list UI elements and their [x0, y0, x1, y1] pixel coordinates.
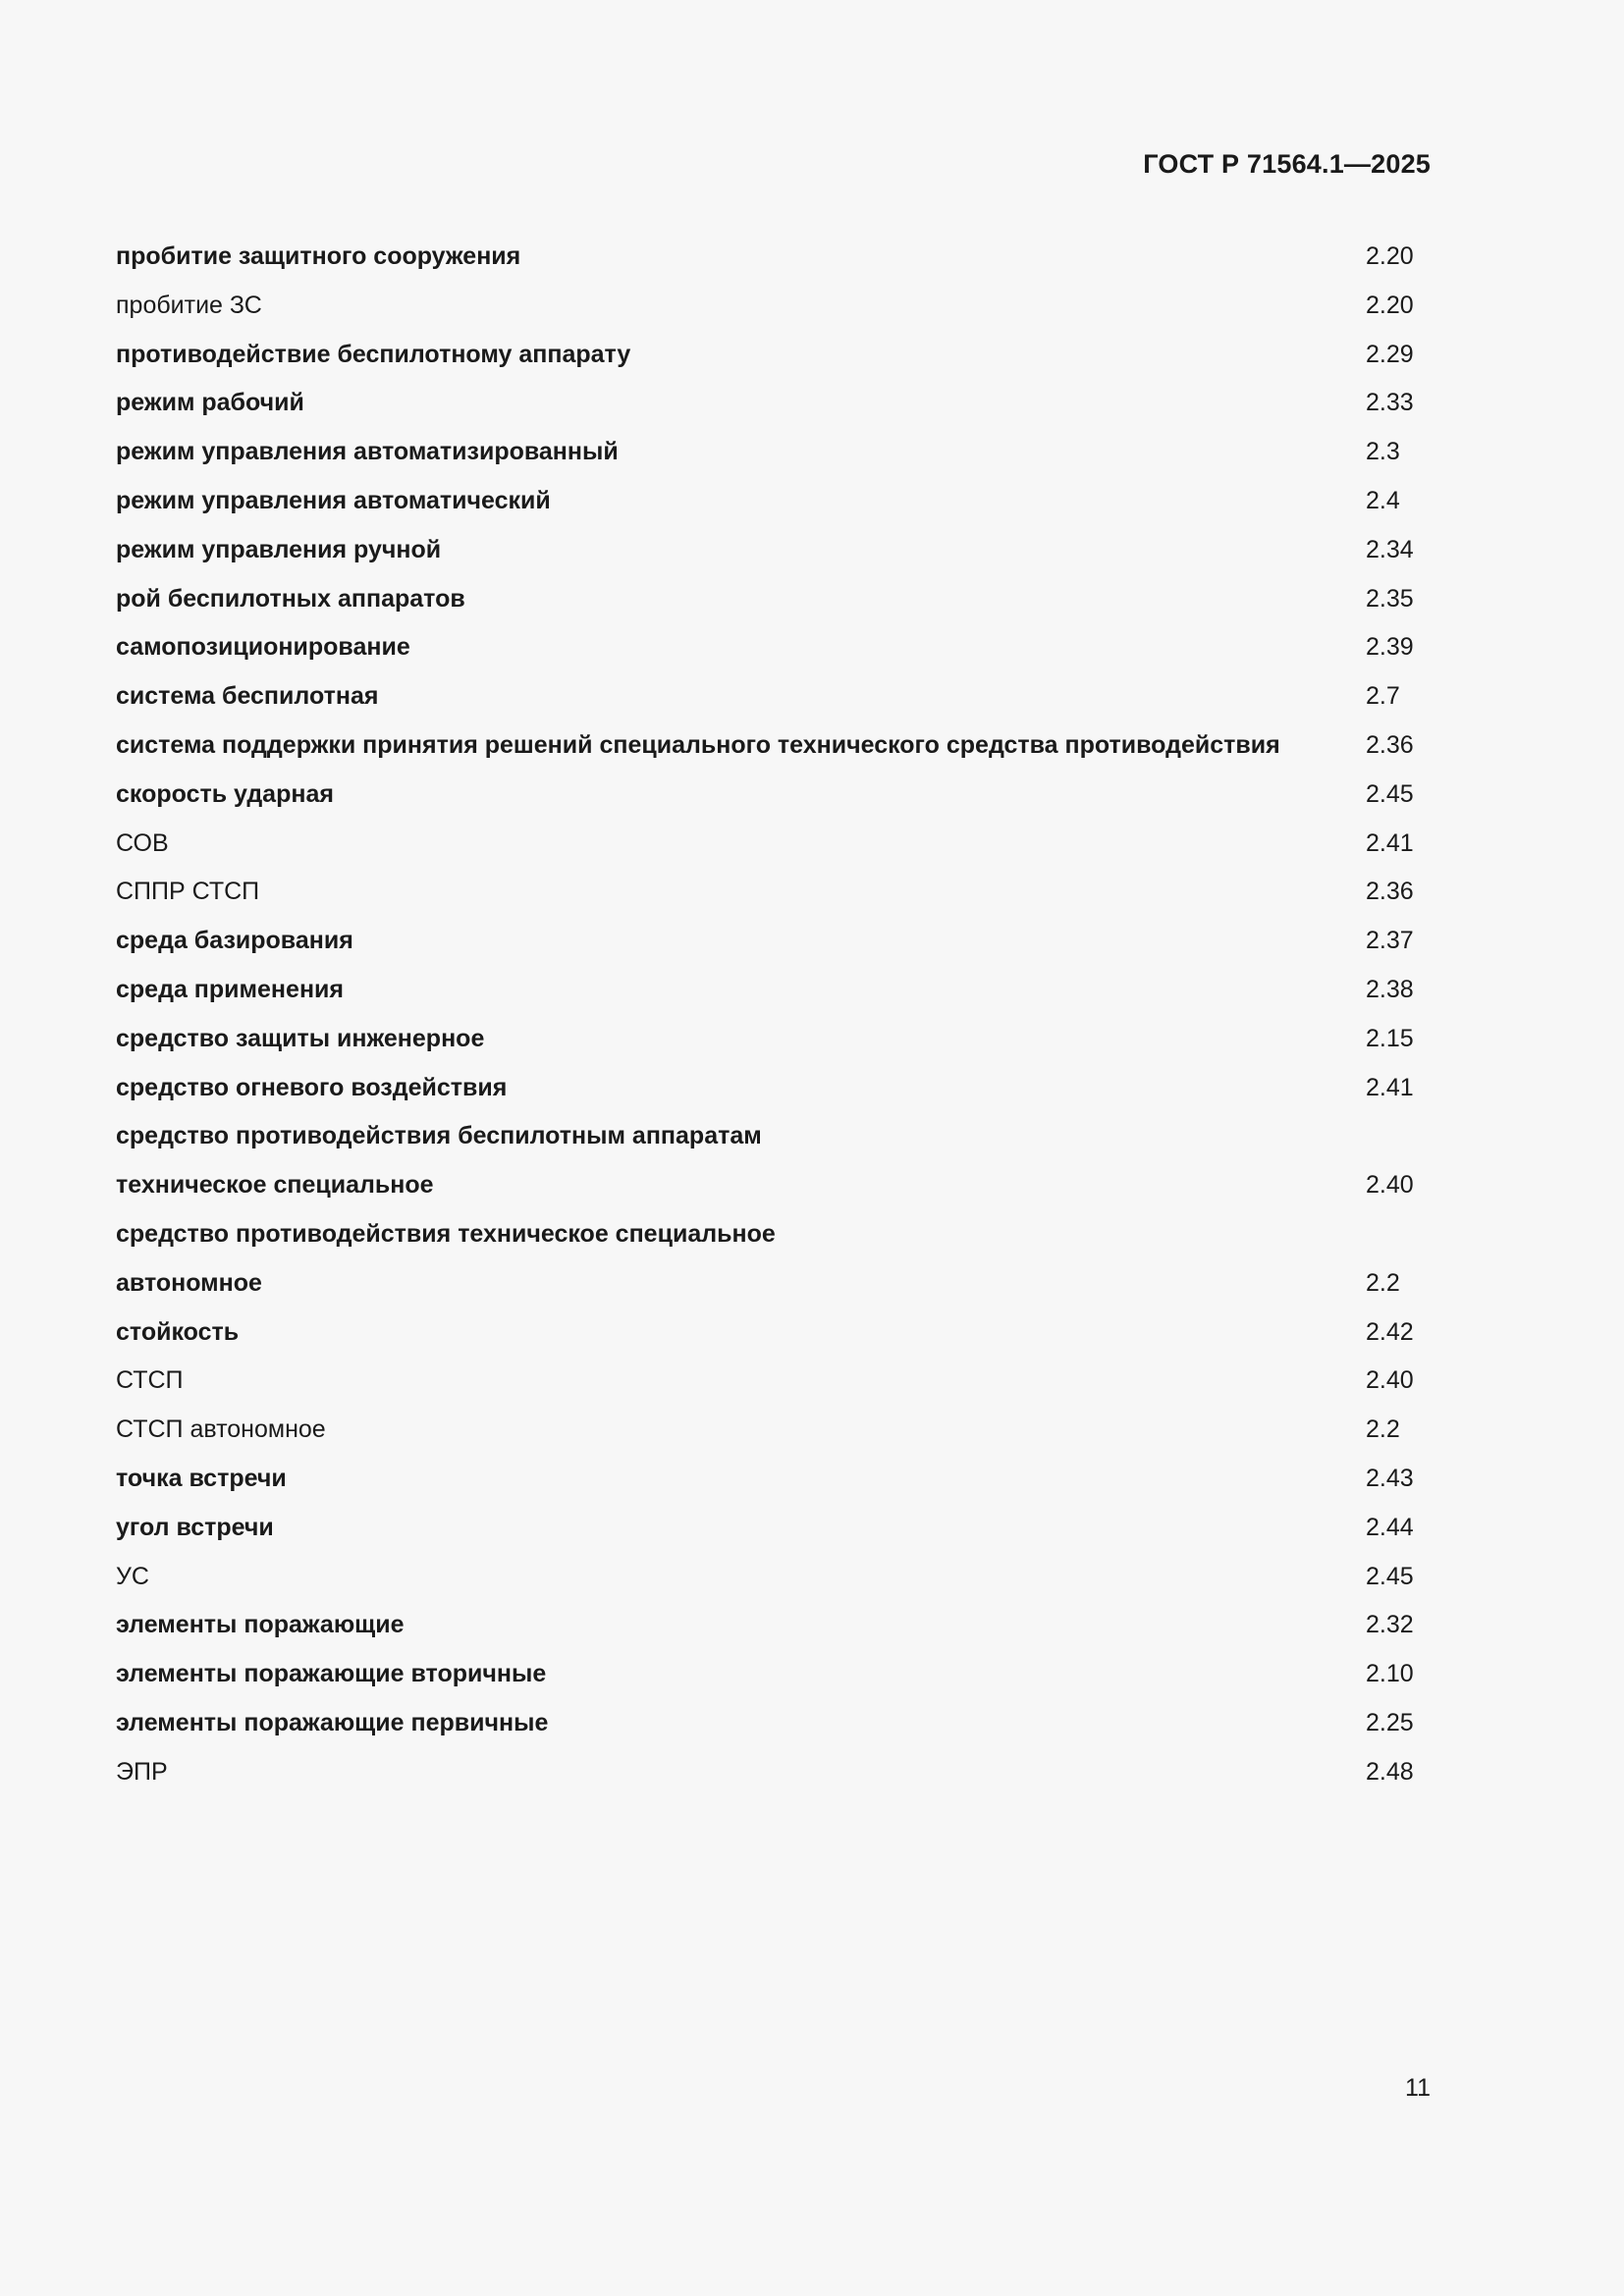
- index-entry: [116, 1705, 1432, 1754]
- index-term: СОВ: [116, 828, 169, 857]
- index-entry: [116, 483, 1432, 532]
- index-entry: [116, 434, 1432, 483]
- index-term: система поддержки принятия решений специального технического средства противодействия: [116, 730, 1280, 759]
- index-entry: [116, 776, 1432, 826]
- index-reference: 2.3: [1366, 438, 1400, 466]
- index-entry: [116, 1607, 1432, 1656]
- index-term: СТСП: [116, 1366, 184, 1395]
- index-term: система беспилотная: [116, 682, 379, 711]
- index-entry: [116, 1362, 1432, 1412]
- page-number: 11: [1405, 2074, 1431, 2102]
- index-reference: 2.44: [1366, 1513, 1414, 1541]
- index-reference: 2.25: [1366, 1708, 1414, 1736]
- index-reference: 2.34: [1366, 535, 1414, 563]
- index-term: стойкость: [116, 1317, 240, 1346]
- index-term: средство огневого воздействия: [116, 1073, 508, 1101]
- index-reference: 2.40: [1366, 1366, 1414, 1395]
- index-reference: 2.39: [1366, 633, 1414, 662]
- index-term: пробитие ЗС: [116, 291, 262, 319]
- index-term: элементы поражающие первичные: [116, 1708, 549, 1736]
- index-reference: 2.37: [1366, 927, 1414, 955]
- index-reference: 2.2: [1366, 1415, 1400, 1444]
- index-reference: 2.7: [1366, 682, 1400, 711]
- index-term: режим управления автоматический: [116, 486, 551, 514]
- index-term: техническое специальное: [116, 1171, 434, 1200]
- index-reference: 2.35: [1366, 584, 1414, 613]
- index-term: СТСП автономное: [116, 1415, 326, 1444]
- index-entry: [116, 1510, 1432, 1559]
- index-reference: 2.42: [1366, 1317, 1414, 1346]
- index-term: режим управления ручной: [116, 535, 442, 563]
- index-term: режим управления автоматизированный: [116, 438, 619, 466]
- index-entry: [116, 874, 1432, 923]
- index-entry: [116, 1021, 1432, 1070]
- index-reference: 2.38: [1366, 975, 1414, 1003]
- index-term: элементы поражающие: [116, 1611, 405, 1639]
- index-entry: [116, 532, 1432, 581]
- index-entry: [116, 972, 1432, 1021]
- index-entry: [116, 1167, 1432, 1216]
- index-reference: 2.20: [1366, 291, 1414, 319]
- index-term: ЭПР: [116, 1757, 168, 1786]
- index-term: средство защиты инженерное: [116, 1024, 485, 1052]
- index-entry: [116, 581, 1432, 630]
- index-entry: [116, 727, 1432, 776]
- index-reference: 2.20: [1366, 242, 1414, 270]
- index-term: средство противодействия беспилотным аппаратам: [116, 1122, 762, 1150]
- index-term: автономное: [116, 1268, 262, 1297]
- index-reference: 2.32: [1366, 1611, 1414, 1639]
- index-term: точка встречи: [116, 1464, 287, 1492]
- index-term: противодействие беспилотному аппарату: [116, 340, 631, 368]
- index-entry: [116, 1070, 1432, 1119]
- index-reference: 2.41: [1366, 828, 1414, 857]
- index-entry: [116, 1314, 1432, 1363]
- index-reference: 2.33: [1366, 389, 1414, 417]
- index-entry: [116, 1461, 1432, 1510]
- index-entry: [116, 1656, 1432, 1705]
- index-entry: [116, 923, 1432, 972]
- document-header: ГОСТ Р 71564.1—2025: [1143, 149, 1431, 179]
- index-term: пробитие защитного сооружения: [116, 242, 521, 270]
- index-entry: [116, 288, 1432, 337]
- index-entry: [116, 337, 1432, 386]
- index-entry: [116, 826, 1432, 875]
- index-reference: 2.43: [1366, 1464, 1414, 1492]
- index-term: средство противодействия техническое специальное: [116, 1219, 776, 1248]
- index-term: рой беспилотных аппаратов: [116, 584, 465, 613]
- index-entry: [116, 1118, 1432, 1167]
- index-term: среда базирования: [116, 927, 353, 955]
- index-reference: 2.41: [1366, 1073, 1414, 1101]
- index-reference: 2.45: [1366, 1562, 1414, 1590]
- index-entry: [116, 629, 1432, 678]
- index-reference: 2.4: [1366, 486, 1400, 514]
- index-entry: [116, 239, 1432, 288]
- index-reference: 2.2: [1366, 1268, 1400, 1297]
- index-term: угол встречи: [116, 1513, 274, 1541]
- index-reference: 2.40: [1366, 1171, 1414, 1200]
- index-term: среда применения: [116, 975, 344, 1003]
- index-reference: 2.10: [1366, 1660, 1414, 1688]
- index-term: скорость ударная: [116, 779, 334, 808]
- index-reference: 2.29: [1366, 340, 1414, 368]
- index-term: УС: [116, 1562, 149, 1590]
- index-entry: [116, 1265, 1432, 1314]
- index-reference: 2.15: [1366, 1024, 1414, 1052]
- index-term: режим рабочий: [116, 389, 304, 417]
- term-index-list: [116, 239, 1432, 1803]
- index-entry: [116, 1754, 1432, 1803]
- index-term: самопозиционирование: [116, 633, 410, 662]
- index-entry: [116, 1216, 1432, 1265]
- index-reference: 2.45: [1366, 779, 1414, 808]
- index-entry: [116, 678, 1432, 727]
- index-reference: 2.36: [1366, 730, 1414, 759]
- index-term: элементы поражающие вторичные: [116, 1660, 547, 1688]
- index-entry: [116, 385, 1432, 434]
- index-entry: [116, 1412, 1432, 1461]
- index-entry: [116, 1559, 1432, 1608]
- index-term: СППР СТСП: [116, 878, 260, 906]
- index-reference: 2.36: [1366, 878, 1414, 906]
- index-reference: 2.48: [1366, 1757, 1414, 1786]
